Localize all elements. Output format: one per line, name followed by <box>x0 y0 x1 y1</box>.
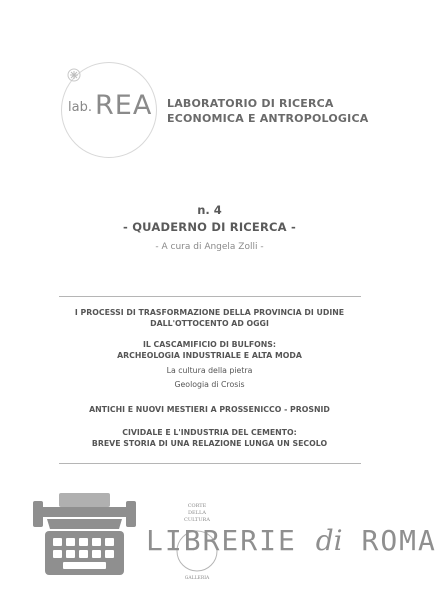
brand-main: LIBRERIE <box>146 524 297 557</box>
contents-item-title: DALL'OTTOCENTO AD OGGI <box>150 319 269 328</box>
brand-city: ROMA <box>361 524 437 557</box>
contents-subitem: La cultura della pietra <box>166 366 253 375</box>
contents-item-title: IL CASCAMIFICIO DI BULFONS: <box>142 340 277 349</box>
contents-subitem: Geologia di Crosis <box>174 380 245 389</box>
divider-top <box>59 296 361 297</box>
curator-line: - A cura di Angela Zolli - <box>155 242 264 252</box>
svg-text:DELLA: DELLA <box>188 510 206 516</box>
contents-item-title: CIVIDALE E L'INDUSTRIA DEL CEMENTO: <box>122 428 297 437</box>
brand-wordmark <box>146 524 437 557</box>
divider-bottom <box>59 463 361 464</box>
lab-title-line: LABORATORIO DI RICERCA <box>167 97 334 110</box>
lab-title <box>167 96 368 126</box>
svg-text:GALLERIA: GALLERIA <box>184 576 210 581</box>
typewriter-icon <box>33 491 136 577</box>
logo-name: REA <box>95 90 153 121</box>
logo-prefix: lab. <box>68 100 92 115</box>
contents-item-title: BREVE STORIA DI UNA RELAZIONE LUNGA UN SECOLO <box>91 439 328 448</box>
logo-star-icon <box>61 62 87 88</box>
brand-di: di <box>315 524 343 557</box>
contents-item-title: ANTICHI E NUOVI MESTIERI A PROSSENICCO - PROSNID <box>89 405 330 414</box>
contents-item-title: ARCHEOLOGIA INDUSTRIALE E ALTA MODA <box>117 351 302 360</box>
series-title: - QUADERNO DI RICERCA - <box>123 220 296 234</box>
lab-title-line: ECONOMICA E ANTROPOLOGICA <box>167 112 369 125</box>
svg-text:CULTURA: CULTURA <box>184 517 210 523</box>
issue-number: n. 4 <box>197 203 222 217</box>
contents-item-title: I PROCESSI DI TRASFORMAZIONE DELLA PROVINCIA DI UDINE <box>74 308 345 317</box>
svg-text:CORTE: CORTE <box>187 503 207 509</box>
